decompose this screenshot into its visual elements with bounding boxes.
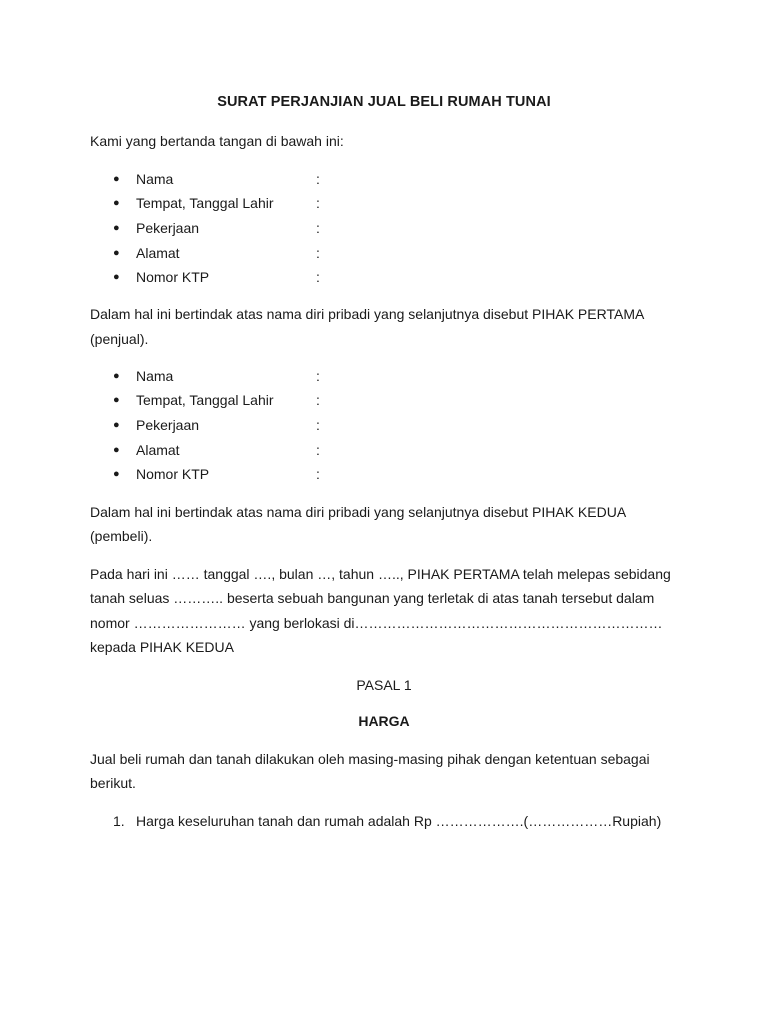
field-separator: : [316, 442, 320, 458]
bullet-icon: ● [113, 197, 120, 209]
party1-description-line: Dalam hal ini bertindak atas nama diri pribadi yang selanjutnya disebut PIHAK PERTAMA [90, 306, 645, 322]
field-label: Pekerjaan [136, 220, 200, 236]
field-separator: : [316, 171, 320, 187]
party1-description-line: (penjual). [90, 331, 149, 347]
field-separator: : [316, 392, 320, 408]
article-body-line: Jual beli rumah dan tanah dilakukan oleh masing-masing pihak dengan ketentuan sebagai [90, 751, 650, 767]
field-label: Tempat, Tanggal Lahir [136, 195, 274, 211]
transaction-line: tanah seluas ……….. beserta sebuah bangunan yang terletak di atas tanah tersebut dalam [90, 590, 655, 606]
field-label: Nama [136, 171, 174, 187]
field-label: Nomor KTP [136, 269, 210, 285]
field-label: Pekerjaan [136, 417, 200, 433]
field-label: Tempat, Tanggal Lahir [136, 392, 274, 408]
field-separator: : [316, 269, 320, 285]
field-separator: : [316, 417, 320, 433]
bullet-icon: ● [113, 173, 120, 185]
bullet-icon: ● [113, 247, 120, 259]
party2-description-line: (pembeli). [90, 528, 153, 544]
field-label: Alamat [136, 442, 180, 458]
bullet-icon: ● [113, 370, 120, 382]
document-title: SURAT PERJANJIAN JUAL BELI RUMAH TUNAI [217, 94, 551, 110]
item-text: Harga keseluruhan tanah dan rumah adalah Rp ……………….(………………Rupiah) [136, 813, 662, 829]
field-separator: : [316, 245, 320, 261]
item-number: 1. [113, 813, 125, 829]
bullet-icon: ● [113, 419, 120, 431]
field-separator: : [316, 195, 320, 211]
bullet-icon: ● [113, 444, 120, 456]
party2-description-line: Dalam hal ini bertindak atas nama diri pribadi yang selanjutnya disebut PIHAK KEDUA [90, 504, 627, 520]
field-separator: : [316, 220, 320, 236]
bullet-icon: ● [113, 468, 120, 480]
field-label: Nama [136, 368, 174, 384]
bullet-icon: ● [113, 222, 120, 234]
article-subheading: HARGA [358, 713, 410, 729]
article-heading: PASAL 1 [356, 677, 412, 693]
field-separator: : [316, 368, 320, 384]
bullet-icon: ● [113, 271, 120, 283]
transaction-line: Pada hari ini …… tanggal …., bulan …, tahun ….., PIHAK PERTAMA telah melepas sebidang [90, 566, 671, 582]
article-body-line: berikut. [90, 775, 136, 791]
transaction-line: nomor …………………… yang berlokasi di………………………………………………………… [90, 615, 663, 631]
field-label: Alamat [136, 245, 180, 261]
field-label: Nomor KTP [136, 466, 210, 482]
field-separator: : [316, 466, 320, 482]
intro-text: Kami yang bertanda tangan di bawah ini: [90, 133, 344, 149]
transaction-line: kepada PIHAK KEDUA [90, 639, 234, 655]
bullet-icon: ● [113, 394, 120, 406]
